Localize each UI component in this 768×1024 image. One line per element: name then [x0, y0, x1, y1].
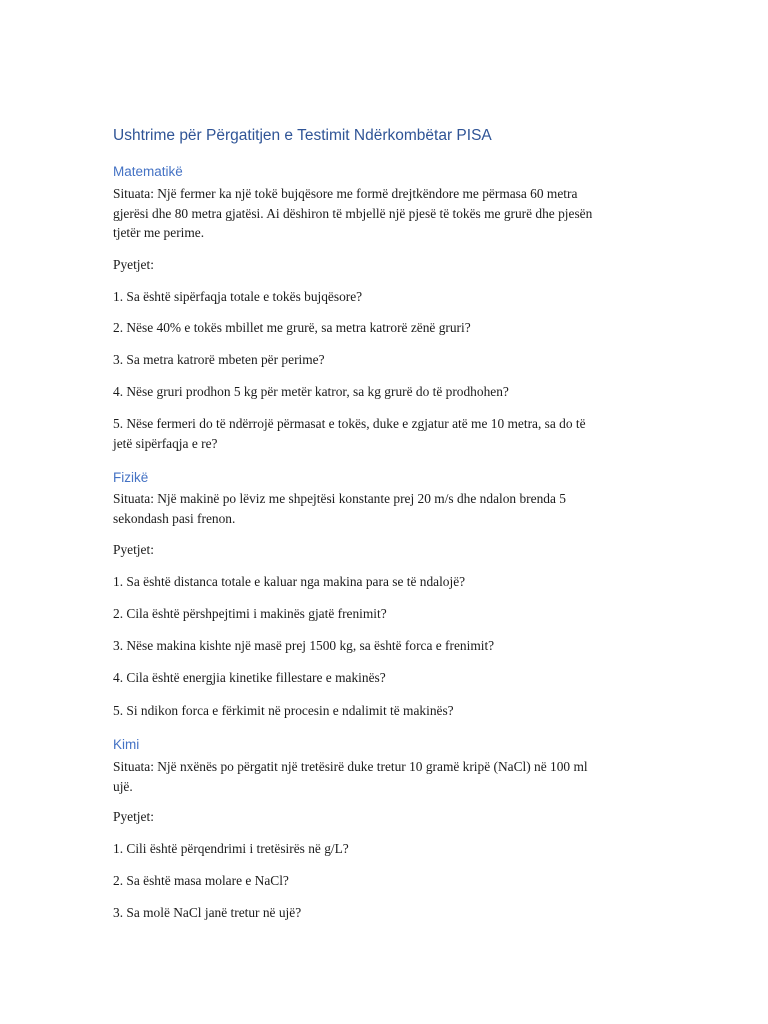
situation-line: Situata: Një fermer ka një tokë bujqësore me formë drejtkëndore me përmasa 60 metra: [113, 186, 578, 201]
math-question-3: [113, 350, 673, 370]
section-heading-math: Matematikë: [113, 164, 183, 179]
question-line: 2. Cila është përshpejtimi i makinës gjatë frenimit?: [113, 606, 387, 621]
section-heading-physics: Fizikë: [113, 470, 149, 485]
question-line: 2. Nëse 40% e tokës mbillet me grurë, sa metra katrorë zënë gruri?: [113, 320, 471, 335]
question-line: 5. Nëse fermeri do të ndërrojë përmasat e tokës, duke e zgjatur atë me 10 metra, sa do të: [113, 416, 586, 431]
situation-line: ujë.: [113, 778, 133, 794]
question-line: 5. Si ndikon forca e fërkimit në procesin e ndalimit të makinës?: [113, 703, 454, 718]
math-situation-paragraph: [113, 184, 673, 243]
physics-situation-paragraph: [113, 489, 673, 528]
question-line: 1. Sa është sipërfaqja totale e tokës bujqësore?: [113, 289, 363, 304]
questions-label: Pyetjet:: [113, 542, 154, 557]
situation-line: tjetër me perime.: [113, 225, 205, 240]
question-line: 1. Cili është përqendrimi i tretësirës në g/L?: [113, 841, 349, 856]
math-question-1: [113, 287, 673, 307]
question-line: 3. Sa molë NaCl janë tretur në ujë?: [113, 905, 302, 920]
physics-questions-label: [113, 540, 673, 560]
situation-line: Situata: Një nxënës po përgatit një tretësirë duke tretur 10 gramë kripë (NaCl) në 100 ml: [113, 759, 588, 774]
questions-label: Pyetjet:: [113, 809, 154, 824]
physics-question-3: [113, 636, 673, 656]
physics-question-5: [113, 701, 673, 721]
situation-line: sekondash pasi frenon.: [113, 510, 236, 526]
physics-question-1: [113, 572, 673, 592]
question-line: 4. Cila është energjia kinetike fillestare e makinës?: [113, 670, 386, 685]
chemistry-situation-paragraph: [113, 757, 673, 796]
situation-line: Situata: Një makinë po lëviz me shpejtësi konstante prej 20 m/s dhe ndalon brenda 5: [113, 491, 566, 506]
physics-question-2: [113, 604, 673, 624]
question-line: 2. Sa është masa molare e NaCl?: [113, 873, 289, 888]
chemistry-question-3: [113, 903, 673, 923]
chemistry-question-2: [113, 871, 673, 891]
math-question-5: [113, 414, 673, 453]
math-question-4: [113, 382, 673, 402]
section-heading-chemistry: Kimi: [113, 737, 140, 752]
question-line: jetë sipërfaqja e re?: [113, 435, 218, 451]
questions-label: Pyetjet:: [113, 257, 154, 272]
math-questions-label: [113, 255, 673, 275]
chemistry-questions-label: [113, 807, 673, 827]
question-line: 3. Sa metra katrorë mbeten për perime?: [113, 352, 325, 367]
question-line: 4. Nëse gruri prodhon 5 kg për metër katror, sa kg grurë do të prodhohen?: [113, 384, 509, 399]
physics-question-4: [113, 668, 673, 688]
math-question-2: [113, 318, 673, 338]
situation-line: gjerësi dhe 80 metra gjatësi. Ai dëshiron të mbjellë një pjesë të tokës me grurë dhe pjesën: [113, 205, 593, 221]
question-line: 1. Sa është distanca totale e kaluar nga makina para se të ndalojë?: [113, 574, 466, 589]
chemistry-question-1: [113, 839, 673, 859]
question-line: 3. Nëse makina kishte një masë prej 1500 kg, sa është forca e frenimit?: [113, 638, 495, 653]
document-title: Ushtrime për Përgatitjen e Testimit Ndërkombëtar PISA: [113, 127, 492, 144]
